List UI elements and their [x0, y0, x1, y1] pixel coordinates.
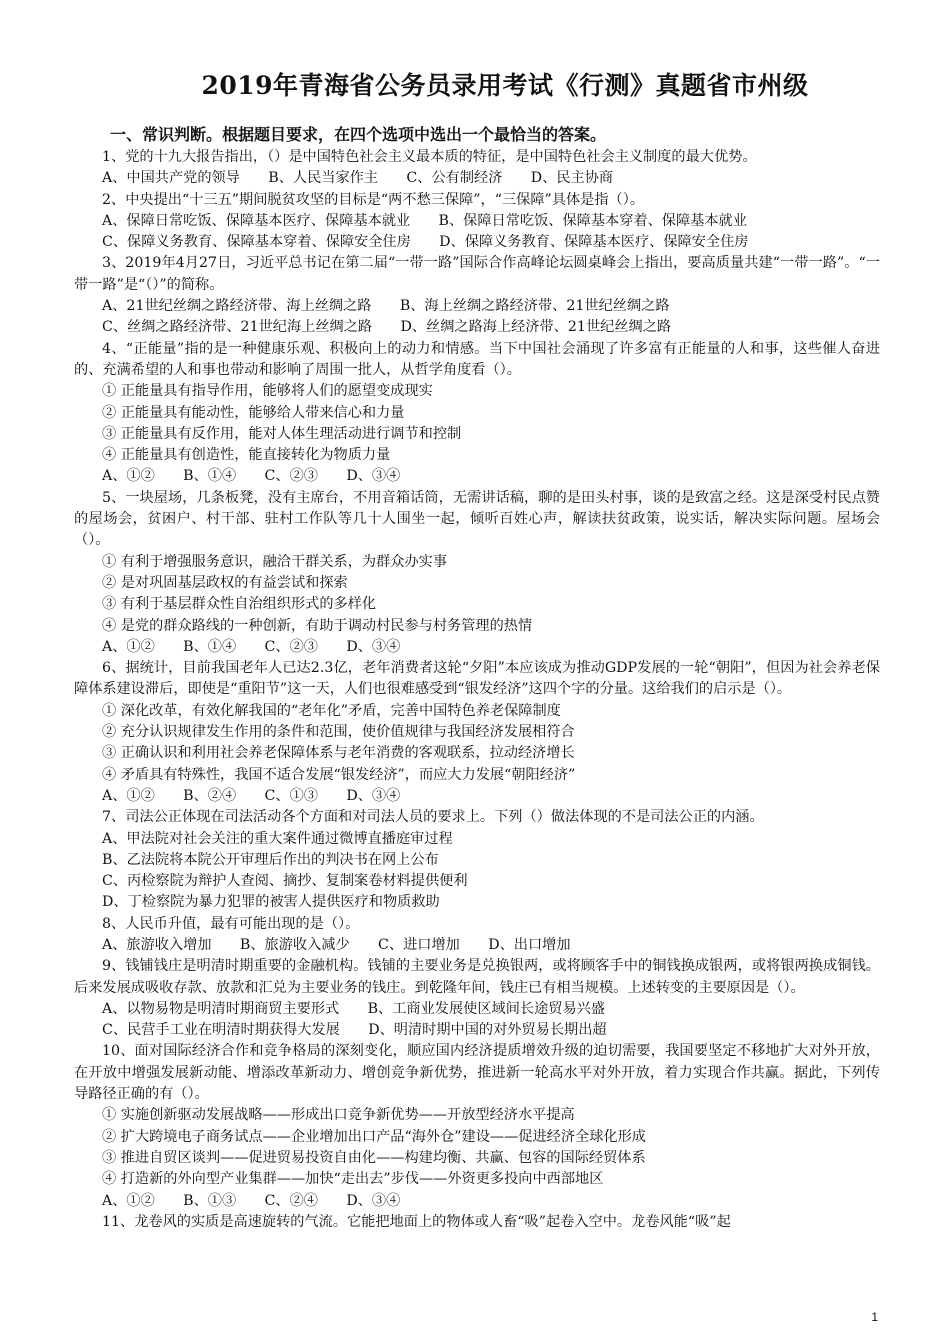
- text-line: ④ 是党的群众路线的一种创新，有助于调动村民参与村务管理的热情: [102, 617, 533, 634]
- text-line: ① 深化改革，有效化解我国的“老年化”矛盾，完善中国特色养老保障制度: [102, 702, 561, 719]
- text-line: A、①② B、②④ C、①③ D、③④: [102, 787, 401, 804]
- text-line: B、乙法院将本院公开审理后作出的判决书在网上公布: [102, 851, 439, 868]
- text-line: A、中国共产党的领导 B、人民当家作主 C、公有制经济 D、民主协商: [102, 170, 614, 187]
- text-line: 7、司法公正体现在司法活动各个方面和对司法人员的要求上。下列（）做法体现的不是司法公正的内涵。: [102, 809, 764, 826]
- page-number: 1: [871, 1310, 878, 1324]
- text-line: A、以物易物是明清时期商贸主要形式 B、工商业发展使区域间长途贸易兴盛: [102, 1000, 606, 1017]
- text-line: ④ 打造新的外向型产业集群——加快“走出去”步伐——外资更多投向中西部地区: [102, 1171, 604, 1188]
- text-line: 4、“正能量”指的是一种健康乐观、积极向上的动力和情感。当下中国社会涌现了许多富有正能量的人和事，这些催人奋进的、充满希望的人和事也带动和影响了周围一批人，从哲学角度看（）。: [74, 340, 880, 378]
- text-line: A、甲法院对社会关注的重大案件通过微博直播庭审过程: [102, 830, 453, 847]
- text-line: A、①② B、①④ C、②③ D、③④: [102, 638, 401, 655]
- text-line: 1、党的十九大报告指出，（）是中国特色社会主义最本质的特征，是中国特色社会主义制度的最大优势。: [102, 149, 757, 165]
- text-line: ④ 矛盾具有特殊性，我国不适合发展“银发经济”，而应大力发展“朝阳经济”: [102, 766, 576, 783]
- text-line: ② 正能量具有能动性，能够给人带来信心和力量: [102, 404, 405, 421]
- text-line: 5、一块屋场，几条板凳，没有主席台，不用音箱话筒，无需讲话稿，聊的是田头村事，谈的是致富之经。这是深受村民点赞的屋场会，贫困户、村干部、驻村工作队等几十人围坐一起，倾听百姓心声，解读扶贫政策，说实话，解决实际问题。屋场会（）。: [74, 489, 880, 549]
- text-line: A、旅游收入增加 B、旅游收入减少 C、进口增加 D、出口增加: [102, 936, 571, 953]
- text-line: 8、人民币升值，最有可能出现的是（）。: [102, 915, 360, 932]
- text-line: ③ 有利于基层群众性自治组织形式的多样化: [102, 596, 377, 613]
- text-line: ④ 正能量具有创造性，能直接转化为物质力量: [102, 447, 391, 464]
- text-line: C、保障义务教育、保障基本穿着、保障安全住房 D、保障义务教育、保障基本医疗、保障安全住房: [102, 234, 749, 251]
- document-title: 2019年青海省公务员录用考试《行测》真题省市州级: [201, 71, 809, 100]
- text-line: C、丙检察院为辩护人查阅、摘抄、复制案卷材料提供便利: [102, 873, 468, 890]
- text-line: 9、钱铺钱庄是明清时期重要的金融机构。钱铺的主要业务是兑换银两，或将顾客手中的铜钱换成银两，或将银两换成铜钱。后来发展成吸收存款、放款和汇兑为主要业务的钱庄。到乾隆年间，钱庄已有相当规模。上述转变的主要原因是（）。: [74, 958, 880, 996]
- text-line: 6、据统计，目前我国老年人已达2.3亿，老年消费者这轮“夕阳”本应该成为推动GDP发展的一轮“朝阳”，但因为社会养老保障体系建设滞后，即使是“重阳节”这一天，人们也很难感受到“银发经济”这四个字的分量。这给我们的启示是（）。: [74, 660, 880, 698]
- text-line: ③ 正确认识和利用社会养老保障体系与老年消费的客观联系，拉动经济增长: [102, 745, 575, 762]
- text-line: A、21世纪丝绸之路经济带、海上丝绸之路 B、海上丝绸之路经济带、21世纪丝绸之路: [102, 298, 670, 315]
- text-line: ① 正能量具有指导作用，能够将人们的愿望变成现实: [102, 383, 433, 400]
- text-line: D、丁检察院为暴力犯罪的被害人提供医疗和物质救助: [102, 894, 440, 911]
- text-line: ③ 正能量具有反作用，能对人体生理活动进行调节和控制: [102, 425, 462, 442]
- text-line: ② 扩大跨境电子商务试点——企业增加出口产品“海外仓”建设——促进经济全球化形成: [102, 1128, 646, 1145]
- text-line: C、丝绸之路经济带、21世纪海上丝绸之路 D、丝绸之路海上经济带、21世纪丝绸之路: [102, 319, 672, 336]
- text-line: ② 是对巩固基层政权的有益尝试和探索: [102, 574, 348, 591]
- text-line: ① 有利于增强服务意识，融洽干群关系，为群众办实事: [102, 553, 448, 570]
- section-heading: 一、常识判断。根据题目要求，在四个选项中选出一个最恰当的答案。: [110, 125, 607, 144]
- text-line: 11、龙卷风的实质是高速旋转的气流。它能把地面上的物体或人畜“吸”起卷入空中。龙卷风能“吸”起: [102, 1213, 731, 1230]
- text-line: C、民营手工业在明清时期获得大发展 D、明清时期中国的对外贸易长期出超: [102, 1022, 607, 1039]
- text-line: ③ 推进自贸区谈判——促进贸易投资自由化——构建均衡、共赢、包容的国际经贸体系: [102, 1149, 646, 1166]
- text-line: 3、2019年4月27日，习近平总书记在第二届“一带一路”国际合作高峰论坛圆桌峰会上指出，要高质量共建“一带一路”。“一带一路”是“（）”的简称。: [74, 255, 880, 293]
- text-line: ① 实施创新驱动发展战略——形成出口竞争新优势——开放型经济水平提高: [102, 1107, 575, 1124]
- text-line: ② 充分认识规律发生作用的条件和范围，使价值规律与我国经济发展相符合: [102, 724, 575, 741]
- question-body: [74, 147, 880, 1233]
- text-line: 2、中央提出“十三五”期间脱贫攻坚的目标是“两不愁三保障”，“三保障”具体是指（）。: [102, 191, 645, 208]
- text-line: 10、面对国际经济合作和竞争格局的深刻变化，顺应国内经济提质增效升级的迫切需要，我国要坚定不移地扩大对外开放，在开放中增强发展新动能、增添改革新动力、增创竞争新优势，推进新一轮高水平对外开放，着力实现合作共赢。据此，下列传导路径正确的有（）。: [74, 1043, 880, 1103]
- text-line: A、①② B、①③ C、②④ D、③④: [102, 1192, 401, 1209]
- text-line: A、保障日常吃饭、保障基本医疗、保障基本就业 B、保障日常吃饭、保障基本穿着、保障基本就业: [102, 212, 747, 229]
- text-line: A、①② B、①④ C、②③ D、③④: [102, 468, 401, 485]
